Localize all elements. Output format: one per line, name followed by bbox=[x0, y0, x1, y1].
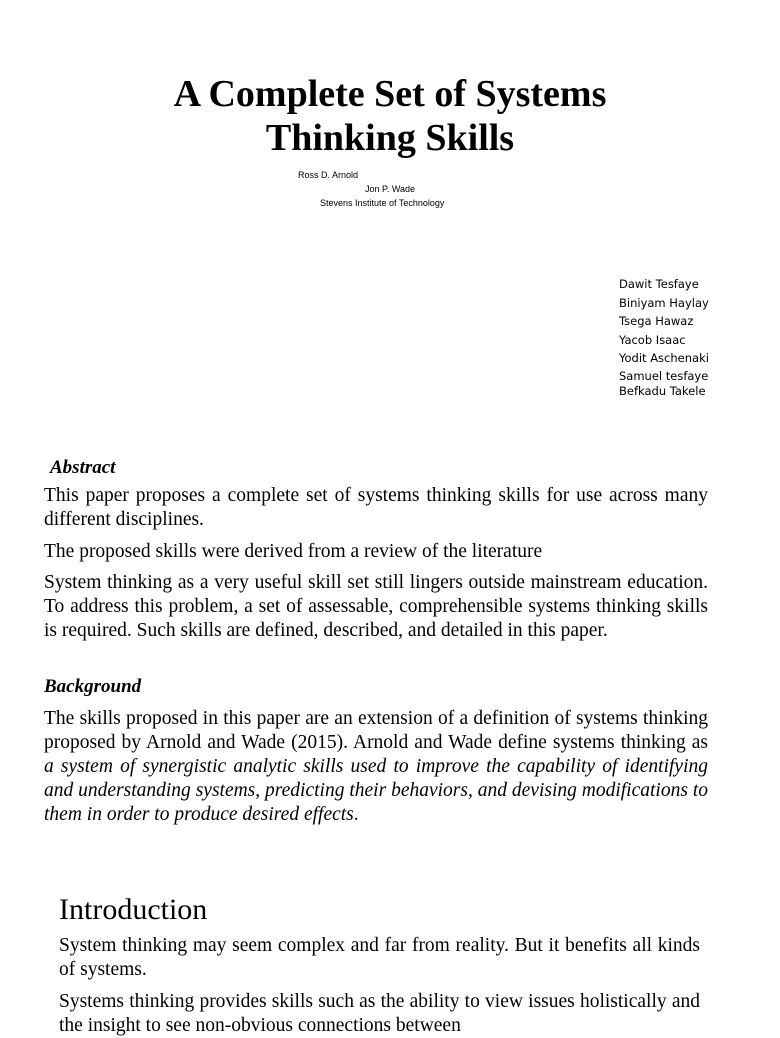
abstract-heading: Abstract bbox=[50, 457, 116, 478]
abstract-paragraph-2: The proposed skills were derived from a review of the literature bbox=[44, 541, 543, 562]
background-text: The skills proposed in this paper are an extension of a definition of systems thinking proposed by Arnold and Wade (2015). Arnold and Wade define systems thinking as bbox=[44, 708, 708, 753]
team-member-list bbox=[619, 275, 709, 398]
title-line-2: Thinking Skills bbox=[265, 117, 515, 159]
team-member: Tsega Hawaz bbox=[619, 314, 694, 328]
background-heading: Background bbox=[44, 676, 142, 697]
team-member: Yacob Isaac bbox=[619, 332, 686, 347]
introduction-paragraph-1: System thinking may seem complex and far from reality. But it benefits all kinds of systems. bbox=[59, 935, 700, 980]
team-member: Befkadu Takele bbox=[619, 383, 706, 398]
abstract-paragraph-3: System thinking as a very useful skill set still lingers outside mainstream education. To address this problem, a set of assessable, comprehensible systems thinking skills is required. Such skills are defined, described, and detailed in this paper. bbox=[44, 572, 708, 641]
introduction-heading: Introduction bbox=[59, 893, 208, 926]
author-affiliation: Stevens Institute of Technology bbox=[320, 198, 445, 208]
background-paragraph bbox=[44, 707, 708, 827]
team-member: Dawit Tesfaye bbox=[619, 277, 699, 291]
team-member: Yodit Aschenaki bbox=[619, 351, 709, 365]
author-jon-wade: Jon P. Wade bbox=[365, 184, 416, 194]
background-text-end: . bbox=[353, 804, 359, 825]
abstract-paragraph-1: This paper proposes a complete set of systems thinking skills for use across many different disciplines. bbox=[44, 485, 708, 530]
author-ross-arnold: Ross D. Arnold bbox=[298, 170, 359, 180]
introduction-paragraph-2: Systems thinking provides skills such as the ability to view issues holistically and the insight to see non-obvious connections between bbox=[59, 991, 700, 1036]
document-title bbox=[0, 72, 780, 160]
systems-thinking-definition: a system of synergistic analytic skills used to improve the capability of identifying and understanding systems, predicting their behaviors, and devising modifications to them in order to produce desired effects bbox=[44, 756, 708, 825]
title-line-1: A Complete Set of Systems bbox=[173, 73, 607, 115]
team-member: Biniyam Haylay bbox=[619, 295, 709, 310]
team-member: Samuel tesfaye bbox=[619, 368, 709, 383]
